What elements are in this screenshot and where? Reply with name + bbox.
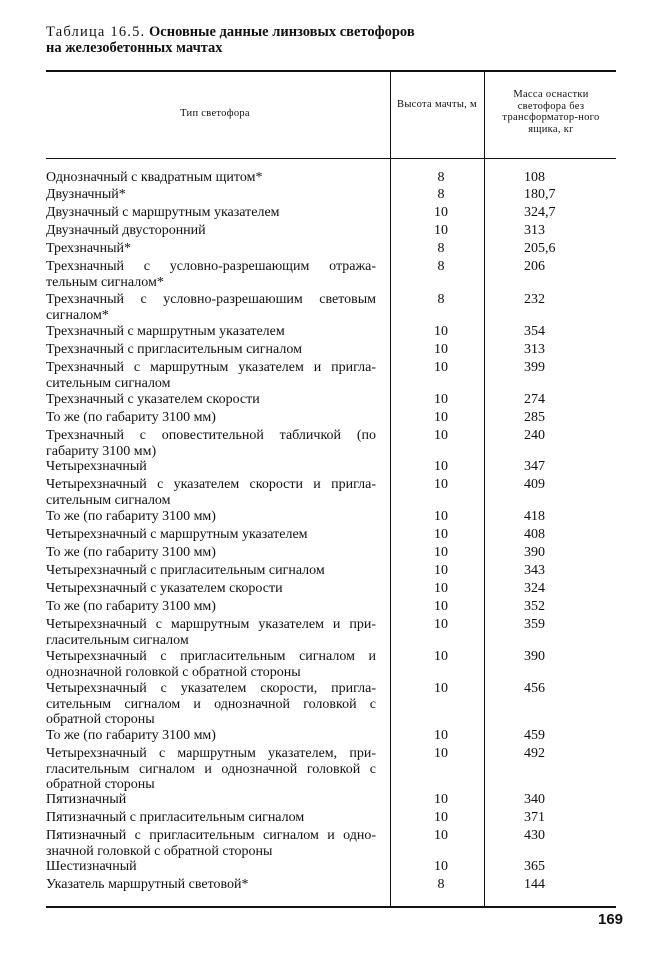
signal-type-cell: Двузначный*	[46, 187, 126, 202]
equipment-mass-cell: 240	[524, 428, 545, 443]
mast-height-cell: 10	[434, 205, 448, 220]
equipment-mass-cell: 274	[524, 392, 545, 407]
equipment-mass-cell: 285	[524, 410, 545, 425]
equipment-mass-cell: 324,7	[524, 205, 556, 220]
table-bottom-rule	[46, 906, 616, 908]
equipment-mass-cell: 390	[524, 649, 545, 664]
mast-height-cell: 10	[434, 792, 448, 807]
equipment-mass-cell: 371	[524, 810, 545, 825]
table-title-line2: на железобетонных мачтах	[46, 40, 223, 56]
mast-height-cell: 8	[437, 241, 445, 256]
signal-type-cell: Указатель маршрутный световой*	[46, 877, 249, 892]
mast-height-cell: 10	[434, 477, 448, 492]
mast-height-cell: 10	[434, 459, 448, 474]
signal-type-cell: Трехзначный*	[46, 241, 131, 256]
equipment-mass-cell: 324	[524, 581, 545, 596]
signal-type-cell: Двузначный двусторонний	[46, 223, 206, 238]
signal-type-cell: Четырехзначный с пригласительным сигналом и однозначной головкой с обратной стороны	[46, 649, 376, 680]
table-top-rule	[46, 70, 616, 72]
signal-type-cell: То же (по габариту 3100 мм)	[46, 509, 216, 524]
equipment-mass-cell: 409	[524, 477, 545, 492]
mast-height-cell: 10	[434, 527, 448, 542]
header-height: Высота мачты, м	[397, 99, 477, 110]
signal-type-cell: Четырехзначный с маршрутным указателем и при-гласительным сигналом	[46, 617, 376, 648]
equipment-mass-cell: 340	[524, 792, 545, 807]
mast-height-cell: 10	[434, 581, 448, 596]
mast-height-cell: 10	[434, 392, 448, 407]
signal-type-cell: Четырехзначный с указателем скорости, пригла-сительным сигналом и однозначной головкой с обратной стороны	[46, 681, 376, 727]
mast-height-cell: 10	[434, 649, 448, 664]
mast-height-cell: 10	[434, 728, 448, 743]
header-type: Тип светофора	[180, 108, 250, 119]
signal-type-cell: То же (по габариту 3100 мм)	[46, 728, 216, 743]
mast-height-cell: 10	[434, 746, 448, 761]
signal-type-cell: Четырехзначный с указателем скорости и пригла-сительным сигналом	[46, 477, 376, 508]
column-divider-2	[484, 70, 485, 906]
mast-height-cell: 10	[434, 828, 448, 843]
mast-height-cell: 10	[434, 563, 448, 578]
table-caption	[46, 24, 626, 56]
signal-type-cell: Пятизначный с пригласительным сигналом	[46, 810, 305, 825]
signal-type-cell: Трехзначный с пригласительным сигналом	[46, 342, 302, 357]
mast-height-cell: 8	[437, 292, 445, 307]
signal-type-cell: Трехзначный с оповестительной табличкой (по габариту 3100 мм)	[46, 428, 376, 459]
mast-height-cell: 10	[434, 428, 448, 443]
equipment-mass-cell: 313	[524, 342, 545, 357]
mast-height-cell: 8	[437, 877, 445, 892]
mast-height-cell: 10	[434, 324, 448, 339]
signal-type-cell: То же (по габариту 3100 мм)	[46, 599, 216, 614]
mast-height-cell: 10	[434, 599, 448, 614]
mast-height-cell: 8	[437, 187, 445, 202]
equipment-mass-cell: 343	[524, 563, 545, 578]
signal-type-cell: То же (по габариту 3100 мм)	[46, 410, 216, 425]
signal-type-cell: То же (по габариту 3100 мм)	[46, 545, 216, 560]
equipment-mass-cell: 408	[524, 527, 545, 542]
equipment-mass-cell: 456	[524, 681, 545, 696]
signal-type-cell: Трехзначный с маршрутным указателем и пригла-сительным сигналом	[46, 360, 376, 391]
equipment-mass-cell: 430	[524, 828, 545, 843]
equipment-mass-cell: 352	[524, 599, 545, 614]
header-mass: Масса оснастки светофора без трансформатор-ного ящика, кг	[502, 89, 600, 135]
equipment-mass-cell: 365	[524, 859, 545, 874]
mast-height-cell: 10	[434, 681, 448, 696]
equipment-mass-cell: 180,7	[524, 187, 556, 202]
signal-type-cell: Трехзначный с условно-разрешающим отража-тельным сигналом*	[46, 259, 376, 290]
signal-type-cell: Пятизначный с пригласительным сигналом и одно-значной головкой с обратной стороны	[46, 828, 376, 859]
mast-height-cell: 10	[434, 342, 448, 357]
signal-type-cell: Пятизначный	[46, 792, 127, 807]
signal-type-cell: Трехзначный с маршрутным указателем	[46, 324, 285, 339]
mast-height-cell: 10	[434, 617, 448, 632]
signal-type-cell: Четырехзначный с пригласительным сигналом	[46, 563, 325, 578]
signal-type-cell: Четырехзначный с маршрутным указателем, при-гласительным сигналом и однозначной головкой с обратной стороны	[46, 746, 376, 792]
equipment-mass-cell: 359	[524, 617, 545, 632]
mast-height-cell: 8	[437, 170, 445, 185]
equipment-mass-cell: 206	[524, 259, 545, 274]
mast-height-cell: 10	[434, 810, 448, 825]
equipment-mass-cell: 459	[524, 728, 545, 743]
mast-height-cell: 8	[437, 259, 445, 274]
mast-height-cell: 10	[434, 509, 448, 524]
equipment-mass-cell: 313	[524, 223, 545, 238]
signal-type-cell: Четырехзначный	[46, 459, 147, 474]
equipment-mass-cell: 347	[524, 459, 545, 474]
signal-type-cell: Четырехзначный с маршрутным указателем	[46, 527, 308, 542]
equipment-mass-cell: 108	[524, 170, 545, 185]
equipment-mass-cell: 232	[524, 292, 545, 307]
mast-height-cell: 10	[434, 223, 448, 238]
page-number: 169	[598, 911, 624, 928]
equipment-mass-cell: 205,6	[524, 241, 556, 256]
mast-height-cell: 10	[434, 545, 448, 560]
table-title-line1: Основные данные линзовых светофоров	[149, 24, 415, 40]
signal-type-cell: Шестизначный	[46, 859, 137, 874]
equipment-mass-cell: 144	[524, 877, 545, 892]
mast-height-cell: 10	[434, 859, 448, 874]
signal-type-cell: Трехзначный с условно-разрешаюшим световым сигналом*	[46, 292, 376, 323]
mast-height-cell: 10	[434, 360, 448, 375]
equipment-mass-cell: 418	[524, 509, 545, 524]
signal-type-cell: Двузначный с маршрутным указателем	[46, 205, 280, 220]
signal-type-cell: Однозначный с квадратным щитом*	[46, 170, 263, 185]
equipment-mass-cell: 390	[524, 545, 545, 560]
equipment-mass-cell: 399	[524, 360, 545, 375]
equipment-mass-cell: 492	[524, 746, 545, 761]
table-header-rule	[46, 158, 616, 159]
signal-type-cell: Трехзначный с указателем скорости	[46, 392, 260, 407]
mast-height-cell: 10	[434, 410, 448, 425]
equipment-mass-cell: 354	[524, 324, 545, 339]
column-divider-1	[390, 70, 391, 906]
signal-type-cell: Четырехзначный с указателем скорости	[46, 581, 283, 596]
table-label: Таблица 16.5.	[46, 24, 146, 40]
